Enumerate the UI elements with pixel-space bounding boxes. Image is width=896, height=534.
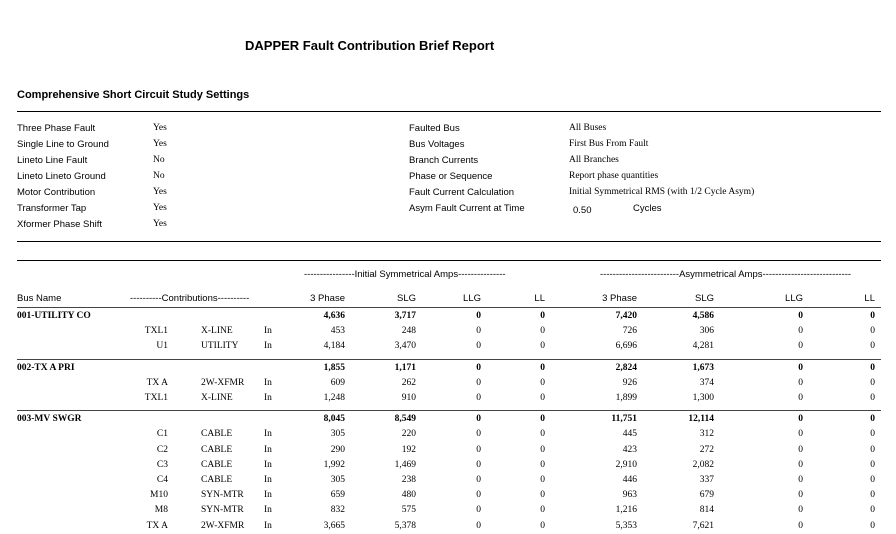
bus-total-value: 0: [476, 414, 481, 425]
contribution-value: 0: [870, 429, 875, 440]
contribution-value: 1,300: [692, 393, 714, 403]
contribution-value: 305: [330, 475, 345, 485]
setting-value: Yes: [153, 139, 167, 149]
column-header: LL: [534, 293, 545, 304]
contribution-value: 0: [798, 475, 803, 485]
contribution-value: 248: [401, 326, 416, 337]
contribution-value: 659: [330, 490, 345, 501]
asym-unit: Cycles: [633, 203, 662, 214]
contribution-value: 910: [401, 393, 416, 403]
contribution-value: 305: [330, 429, 345, 440]
contribution-type: X-LINE: [201, 326, 233, 337]
contribution-value: 7,621: [692, 520, 714, 531]
bus-total-value: 8,045: [323, 414, 345, 425]
bus-total-value: 0: [870, 414, 875, 425]
setting-label: Motor Contribution: [17, 187, 96, 198]
contribution-value: 480: [401, 490, 416, 501]
group-header-asymmetrical: -------------------------Asymmetrical Amps----------------------------: [600, 269, 852, 280]
bus-total-value: 4,586: [692, 311, 714, 321]
contribution-value: 2,082: [692, 459, 714, 470]
contribution-type: 2W-XFMR: [201, 377, 245, 388]
contribution-value: 3,665: [323, 520, 345, 531]
bus-total-value: 0: [540, 362, 545, 373]
group-header-initial: ----------------Initial Symmetrical Amps---------------: [304, 269, 506, 280]
contribution-value: 262: [401, 377, 416, 388]
settings-bottom-divider: [17, 241, 881, 242]
bus-total-value: 7,420: [615, 311, 637, 321]
setting-label: Asym Fault Current at Time: [409, 203, 525, 214]
contribution-value: 814: [699, 505, 714, 516]
contribution-value: 337: [699, 475, 714, 485]
contribution-value: 0: [476, 326, 481, 337]
contribution-value: 5,378: [394, 520, 416, 531]
contribution-value: 0: [476, 505, 481, 516]
bus-total-value: 0: [870, 362, 875, 373]
contribution-value: 0: [476, 444, 481, 455]
setting-label: Branch Currents: [409, 155, 479, 166]
bus-total-value: 8,549: [394, 414, 416, 425]
contribution-direction: In: [264, 520, 272, 531]
bus-total-value: 12,114: [688, 414, 714, 425]
contribution-value: 0: [798, 429, 803, 440]
contribution-value: 6,696: [615, 341, 637, 352]
contribution-value: 0: [540, 444, 545, 455]
setting-label: Lineto Line Fault: [17, 155, 88, 166]
contribution-value: 5,353: [615, 520, 637, 531]
contribution-value: 926: [622, 377, 637, 388]
contribution-value: 0: [540, 429, 545, 440]
setting-value: Yes: [153, 219, 167, 229]
contribution-name: U1: [156, 341, 168, 352]
bus-total-value: 0: [798, 414, 803, 425]
bus-divider: [17, 307, 881, 308]
contribution-direction: In: [264, 490, 272, 501]
contribution-value: 1,899: [615, 393, 637, 403]
bus-total-value: 0: [540, 311, 545, 321]
contribution-value: 0: [870, 505, 875, 516]
settings-heading: Comprehensive Short Circuit Study Settings: [17, 89, 250, 101]
contribution-type: UTILITY: [201, 341, 239, 352]
contribution-type: SYN-MTR: [201, 505, 244, 516]
contribution-value: 0: [870, 490, 875, 501]
setting-value: Yes: [153, 203, 167, 213]
contribution-value: 0: [870, 520, 875, 531]
bus-divider: [17, 359, 881, 360]
contribution-value: 0: [540, 393, 545, 403]
contribution-value: 679: [699, 490, 714, 501]
setting-label: Three Phase Fault: [17, 123, 96, 134]
contribution-value: 0: [798, 459, 803, 470]
contribution-type: 2W-XFMR: [201, 520, 245, 531]
setting-value: Yes: [153, 187, 167, 197]
setting-value: No: [153, 171, 165, 181]
contribution-value: 445: [622, 429, 637, 440]
contribution-value: 0: [870, 459, 875, 470]
contribution-direction: In: [264, 429, 272, 440]
contribution-value: 0: [798, 341, 803, 352]
contribution-value: 609: [330, 377, 345, 388]
contribution-value: 0: [540, 377, 545, 388]
contribution-value: 4,184: [323, 341, 345, 352]
contribution-name: TXL1: [144, 393, 168, 403]
column-header-contributions: ----------Contributions----------: [130, 293, 250, 304]
contribution-name: C3: [156, 459, 168, 470]
bus-total-value: 11,751: [611, 414, 637, 425]
contribution-value: 726: [622, 326, 637, 337]
setting-value: Report phase quantities: [569, 171, 659, 181]
contribution-value: 0: [476, 520, 481, 531]
contribution-type: CABLE: [201, 429, 233, 440]
column-header: LLG: [785, 293, 803, 304]
setting-label: Single Line to Ground: [17, 139, 109, 150]
report-title: DAPPER Fault Contribution Brief Report: [245, 38, 495, 53]
contribution-value: 0: [798, 505, 803, 516]
bus-total-value: 0: [540, 414, 545, 425]
contribution-name: TX A: [146, 377, 168, 388]
bus-total-value: 1,855: [323, 362, 345, 373]
contribution-type: CABLE: [201, 475, 233, 485]
contribution-value: 0: [798, 490, 803, 501]
contribution-value: 192: [401, 444, 416, 455]
setting-label: Bus Voltages: [409, 139, 465, 150]
contribution-direction: In: [264, 459, 272, 470]
contribution-value: 0: [540, 459, 545, 470]
contribution-value: 1,469: [394, 459, 416, 470]
setting-label: Transformer Tap: [17, 203, 87, 214]
column-header: LLG: [463, 293, 481, 304]
bus-name: 001-UTILITY CO: [17, 311, 91, 321]
contribution-value: 0: [540, 326, 545, 337]
contribution-value: 0: [476, 377, 481, 388]
contribution-direction: In: [264, 341, 272, 352]
column-header: 3 Phase: [602, 293, 637, 304]
contribution-value: 453: [330, 326, 345, 337]
bus-name: 003-MV SWGR: [17, 414, 82, 425]
contribution-value: 0: [540, 341, 545, 352]
bus-name: 002-TX A PRI: [17, 362, 75, 373]
contribution-value: 1,216: [615, 505, 637, 516]
setting-value: Yes: [153, 123, 167, 133]
contribution-value: 0: [476, 429, 481, 440]
contribution-value: 0: [870, 393, 875, 403]
contribution-value: 238: [401, 475, 416, 485]
contribution-direction: In: [264, 505, 272, 516]
contribution-type: CABLE: [201, 459, 233, 470]
bus-total-value: 4,636: [323, 311, 345, 321]
column-header: SLG: [694, 293, 714, 304]
setting-label: Faulted Bus: [409, 123, 460, 134]
contribution-type: CABLE: [201, 444, 233, 455]
contribution-value: 0: [476, 459, 481, 470]
contribution-direction: In: [264, 326, 272, 337]
contribution-value: 1,248: [323, 393, 345, 403]
bus-total-value: 0: [476, 311, 481, 321]
column-header: 3 Phase: [310, 293, 345, 304]
contribution-value: 2,910: [615, 459, 637, 470]
bus-total-value: 2,824: [615, 362, 637, 373]
bus-total-value: 1,171: [394, 362, 416, 373]
contribution-value: 4,281: [692, 341, 714, 352]
contribution-value: 0: [870, 444, 875, 455]
setting-value: Initial Symmetrical RMS (with 1/2 Cycle Asym): [569, 187, 755, 197]
contribution-value: 1,992: [323, 459, 345, 470]
contribution-value: 575: [401, 505, 416, 516]
contribution-value: 0: [540, 520, 545, 531]
setting-label: Xformer Phase Shift: [17, 219, 103, 230]
contribution-value: 0: [476, 341, 481, 352]
contribution-name: C1: [156, 429, 168, 440]
setting-value: All Buses: [569, 123, 607, 133]
contribution-value: 3,470: [394, 341, 416, 352]
contribution-value: 0: [540, 505, 545, 516]
contribution-direction: In: [264, 393, 272, 403]
bus-total-value: 0: [476, 362, 481, 373]
contribution-value: 0: [540, 475, 545, 485]
setting-label: Phase or Sequence: [409, 171, 493, 182]
contribution-value: 0: [476, 490, 481, 501]
contribution-value: 0: [798, 326, 803, 337]
bus-total-value: 0: [798, 311, 803, 321]
contribution-value: 0: [476, 475, 481, 485]
contribution-name: M8: [154, 505, 168, 516]
contribution-value: 290: [330, 444, 345, 455]
table-top-divider: [17, 260, 881, 261]
setting-label: Fault Current Calculation: [409, 187, 515, 198]
contribution-value: 312: [699, 429, 714, 440]
setting-label: Lineto Lineto Ground: [17, 171, 106, 182]
column-header-bus-name: Bus Name: [17, 293, 62, 304]
contribution-value: 306: [699, 326, 714, 337]
contribution-value: 0: [870, 377, 875, 388]
bus-divider: [17, 410, 881, 411]
contribution-name: TX A: [146, 520, 168, 531]
contribution-value: 272: [699, 444, 714, 455]
settings-top-divider: [17, 111, 881, 112]
bus-total-value: 1,673: [692, 362, 714, 373]
contribution-value: 446: [622, 475, 637, 485]
contribution-direction: In: [264, 377, 272, 388]
contribution-value: 0: [540, 490, 545, 501]
contribution-value: 0: [870, 341, 875, 352]
contribution-type: X-LINE: [201, 393, 233, 403]
contribution-value: 963: [622, 490, 637, 501]
contribution-value: 0: [798, 444, 803, 455]
contribution-value: 220: [401, 429, 416, 440]
contribution-direction: In: [264, 475, 272, 485]
contribution-name: M10: [150, 490, 168, 501]
contribution-name: C4: [156, 475, 168, 485]
bus-total-value: 3,717: [394, 311, 416, 321]
contribution-value: 0: [476, 393, 481, 403]
contribution-value: 423: [622, 444, 637, 455]
bus-total-value: 0: [870, 311, 875, 321]
contribution-value: 832: [330, 505, 345, 516]
contribution-value: 0: [870, 326, 875, 337]
contribution-value: 0: [870, 475, 875, 485]
column-header: SLG: [396, 293, 416, 304]
setting-value: First Bus From Fault: [569, 139, 649, 149]
contribution-name: C2: [156, 444, 168, 455]
setting-value: No: [153, 155, 165, 165]
contribution-name: TXL1: [144, 326, 168, 337]
contribution-value: 0: [798, 377, 803, 388]
column-header: LL: [864, 293, 875, 304]
contribution-value: 0: [798, 393, 803, 403]
contribution-direction: In: [264, 444, 272, 455]
bus-total-value: 0: [798, 362, 803, 373]
setting-value: All Branches: [569, 155, 619, 165]
contribution-value: 0: [798, 520, 803, 531]
setting-value: 0.50: [573, 205, 592, 216]
contribution-value: 374: [699, 377, 714, 388]
contribution-type: SYN-MTR: [201, 490, 244, 501]
